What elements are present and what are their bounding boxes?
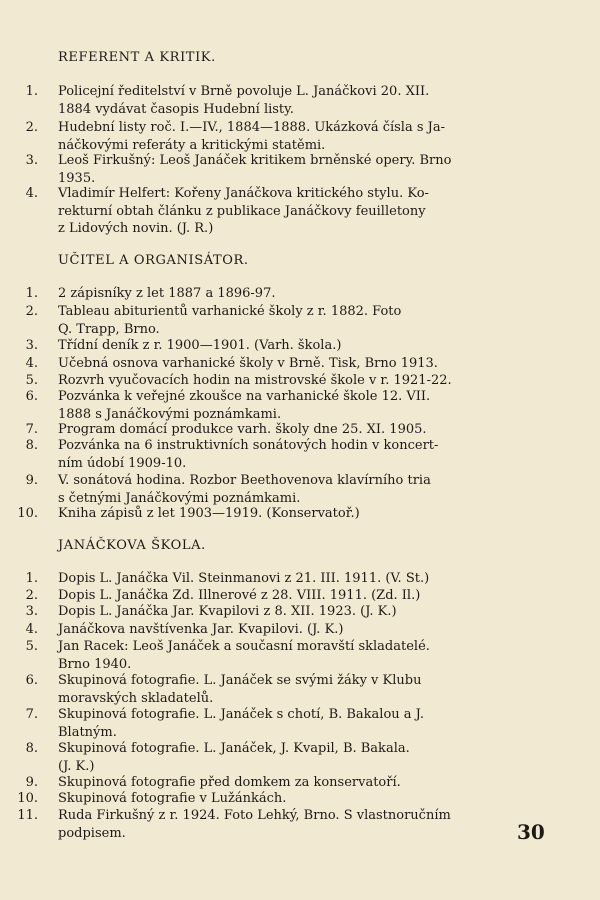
item-text-line: Dopis L. Janáčka Jar. Kvapilovi z 8. XII. 1923. (J. K.) [58, 604, 397, 619]
item-number: 2. [25, 588, 38, 603]
item-text-line: Vladimír Helfert: Kořeny Janáčkova kritického stylu. Ko- [58, 186, 429, 201]
section-heading-ucitel: UČITEL A ORGANISÁTOR. [58, 253, 249, 268]
item-text-line: rekturní obtah článku z publikace Janáčkovy feuilletony [58, 203, 426, 219]
item-number: 8. [25, 741, 38, 756]
item-text-line: Skupinová fotografie před domkem za konservatoří. [58, 775, 401, 790]
section-heading-referent: REFERENT A KRITIK. [58, 50, 216, 65]
item-number: 2. [25, 304, 38, 319]
item-number: 11. [17, 808, 38, 823]
item-text-line: Janáčkova navštívenka Jar. Kvapilovi. (J. K.) [58, 622, 344, 637]
item-text-line: Skupinová fotografie. L. Janáček se svými žáky v Klubu [58, 673, 422, 688]
item-text-line: 2 zápisníky z let 1887 a 1896-97. [58, 286, 276, 301]
item-number: 1. [25, 571, 38, 586]
item-number: 10. [17, 506, 38, 521]
item-text-line: podpisem. [58, 825, 126, 841]
item-number: 1. [25, 286, 38, 301]
item-number: 3. [25, 153, 38, 168]
item-text-line: (J. K.) [58, 758, 95, 774]
item-text-line: V. sonátová hodina. Rozbor Beethovenova klavírního tria [58, 473, 431, 488]
item-number: 3. [25, 604, 38, 619]
item-number: 3. [25, 338, 38, 353]
item-text-line: s četnými Janáčkovými poznámkami. [58, 490, 301, 506]
item-number: 9. [25, 775, 38, 790]
item-number: 5. [25, 373, 38, 388]
item-text-line: Program domácí produkce varh. školy dne 25. XI. 1905. [58, 422, 427, 437]
item-number: 7. [25, 707, 38, 722]
item-number: 6. [25, 389, 38, 404]
item-text-line: Leoš Firkušný: Leoš Janáček kritikem brněnské opery. Brno [58, 153, 452, 168]
item-number: 5. [25, 639, 38, 654]
item-number: 4. [25, 186, 38, 201]
item-number: 1. [25, 84, 38, 99]
item-text-line: Třídní deník z r. 1900—1901. (Varh. škola.) [58, 338, 342, 353]
item-number: 4. [25, 622, 38, 637]
item-number: 6. [25, 673, 38, 688]
item-text-line: moravských skladatelů. [58, 690, 214, 706]
item-text-line: z Lidových novin. (J. R.) [58, 221, 214, 236]
item-number: 2. [25, 120, 38, 135]
item-text-line: Jan Racek: Leoš Janáček a současní moravští skladatelé. [58, 639, 430, 654]
item-number: 7. [25, 422, 38, 437]
item-number: 9. [25, 473, 38, 488]
page-number: 30 [517, 820, 545, 844]
item-text-line: Skupinová fotografie. L. Janáček s chotí, B. Bakalou a J. [58, 707, 425, 722]
item-text-line: Dopis L. Janáčka Zd. Illnerové z 28. VIII. 1911. (Zd. Il.) [58, 588, 421, 603]
item-text-line: Q. Trapp, Brno. [58, 321, 160, 337]
item-text-line: náčkovými referáty a kritickými statěmi. [58, 137, 326, 153]
item-text-line: ním údobí 1909-10. [58, 455, 187, 471]
item-text-line: 1888 s Janáčkovými poznámkami. [58, 406, 282, 422]
section-heading-janackova-skola: JANÁČKOVA ŠKOLA. [58, 538, 206, 553]
item-text-line: Hudební listy roč. I.—IV., 1884—1888. Ukázková čísla s Ja- [58, 120, 446, 135]
item-text-line: Rozvrh vyučovacích hodin na mistrovské škole v r. 1921-22. [58, 373, 452, 388]
item-text-line: 1884 vydávat časopis Hudební listy. [58, 101, 294, 117]
item-text-line: Pozvánka k veřejné zkoušce na varhanické škole 12. VII. [58, 389, 431, 404]
item-number: 4. [25, 356, 38, 371]
item-text-line: Skupinová fotografie v Lužánkách. [58, 791, 287, 806]
item-text-line: 1935. [58, 170, 96, 186]
item-text-line: Brno 1940. [58, 656, 132, 672]
item-number: 10. [17, 791, 38, 806]
item-text-line: Kniha zápisů z let 1903—1919. (Konservatoř.) [58, 506, 360, 521]
item-text-line: Učebná osnova varhanické školy v Brně. Tisk, Brno 1913. [58, 356, 438, 371]
item-text-line: Tableau abiturientů varhanické školy z r. 1882. Foto [58, 304, 402, 319]
item-text-line: Skupinová fotografie. L. Janáček, J. Kvapil, B. Bakala. [58, 741, 410, 756]
item-number: 8. [25, 438, 38, 453]
item-text-line: Dopis L. Janáčka Vil. Steinmanovi z 21. III. 1911. (V. St.) [58, 571, 430, 586]
item-text-line: Blatným. [58, 724, 117, 740]
item-text-line: Pozvánka na 6 instruktivních sonátových hodin v koncert- [58, 438, 439, 453]
item-text-line: Policejní ředitelství v Brně povoluje L. Janáčkovi 20. XII. [58, 84, 430, 99]
item-text-line: Ruda Firkušný z r. 1924. Foto Lehký, Brno. S vlastnoručním [58, 808, 451, 823]
